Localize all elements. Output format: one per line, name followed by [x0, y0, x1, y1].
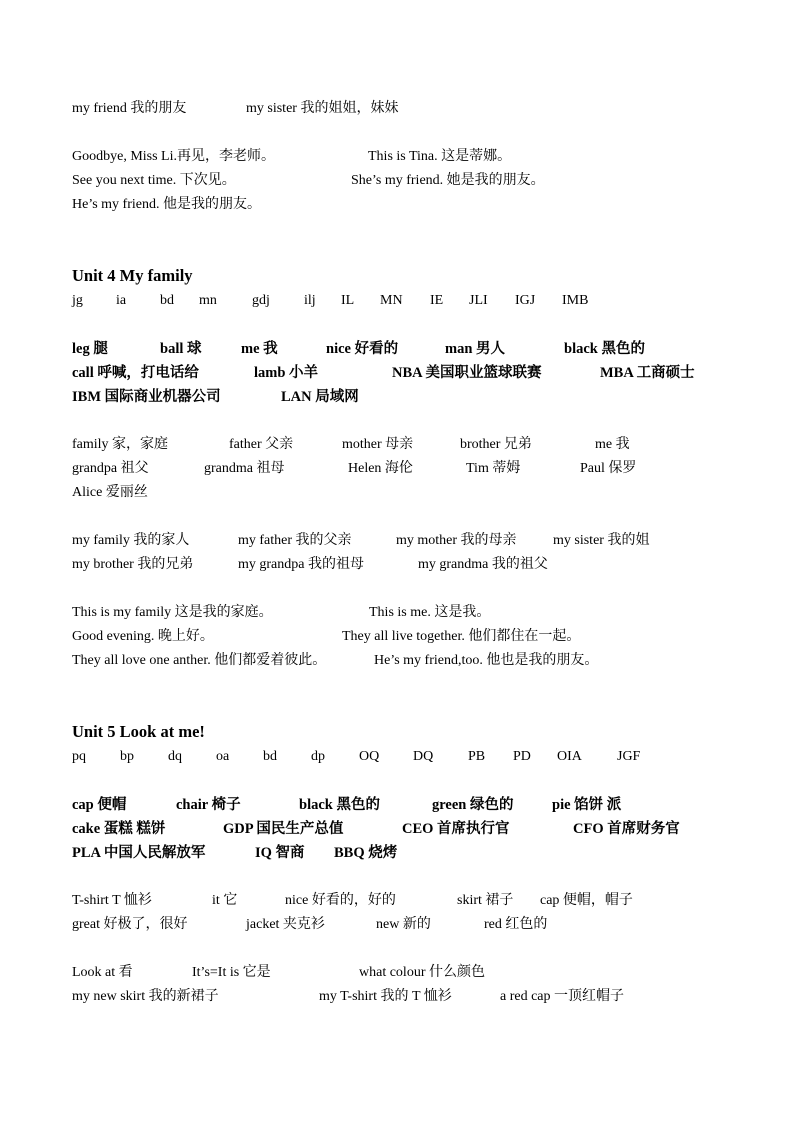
sentence: This is my family 这是我的家庭。 — [72, 605, 273, 620]
sentence: Good evening. 晚上好。 — [72, 629, 214, 644]
letters: jg — [72, 293, 83, 308]
word: grandma 祖母 — [204, 461, 285, 476]
word: nice 好看的，好的 — [285, 893, 396, 908]
letters: ilj — [304, 293, 316, 308]
letters: IGJ — [515, 293, 536, 308]
sentence: She’s my friend. 她是我的朋友。 — [351, 173, 545, 188]
vocab: leg 腿 — [72, 341, 108, 357]
sentence: See you next time. 下次见。 — [72, 173, 236, 188]
unit-title: Unit 5 Look at me! — [72, 722, 205, 741]
phrase: It’s=It is 它是 — [192, 965, 271, 980]
vocab: call 呼喊，打电话给 — [72, 365, 199, 381]
letters: bd — [263, 749, 277, 764]
vocab: black 黑色的 — [299, 797, 380, 813]
letters: gdj — [252, 293, 270, 308]
vocab: chair 椅子 — [176, 797, 241, 813]
letters: mn — [199, 293, 217, 308]
sentence: This is Tina. 这是蒂娜。 — [368, 149, 512, 164]
letters: IL — [341, 293, 355, 308]
letters: MN — [380, 293, 403, 308]
phrase: my T-shirt 我的 T 恤衫 — [319, 989, 452, 1004]
vocab: green 绿色的 — [432, 797, 514, 813]
sentence: He’s my friend. 他是我的朋友。 — [72, 197, 261, 212]
vocab: CEO 首席执行官 — [402, 821, 510, 837]
vocab: cake 蛋糕 糕饼 — [72, 821, 166, 837]
sentence: He’s my friend,too. 他也是我的朋友。 — [374, 653, 599, 668]
vocab: LAN 局域网 — [281, 389, 359, 405]
sentence: This is me. 这是我。 — [369, 605, 491, 620]
vocab: CFO 首席财务官 — [573, 821, 680, 837]
phrase: my father 我的父亲 — [238, 533, 352, 548]
word: Tim 蒂姆 — [466, 461, 521, 476]
word: grandpa 祖父 — [72, 461, 149, 476]
vocab: lamb 小羊 — [254, 365, 319, 381]
phrase: my new skirt 我的新裙子 — [72, 989, 219, 1004]
phrase: Look at 看 — [72, 965, 133, 980]
vocab: black 黑色的 — [564, 341, 645, 357]
letters: ia — [116, 293, 127, 308]
sentence: They all live together. 他们都住在一起。 — [342, 629, 581, 644]
letters: bd — [160, 293, 174, 308]
vocab: pie 馅饼 派 — [552, 797, 622, 813]
letters: PB — [468, 749, 486, 764]
letters: pq — [72, 749, 86, 764]
word: mother 母亲 — [342, 437, 414, 452]
letters: dq — [168, 749, 182, 764]
phrase: my sister 我的姐 — [553, 533, 650, 548]
vocab: BBQ 烧烤 — [334, 845, 398, 861]
word: it 它 — [212, 893, 238, 908]
unit-title: Unit 4 My family — [72, 266, 193, 285]
phrase: my sister 我的姐姐，妹妹 — [246, 101, 399, 116]
phrase: a red cap 一顶红帽子 — [500, 989, 625, 1004]
word: me 我 — [595, 437, 630, 452]
word: jacket 夹克衫 — [246, 917, 325, 932]
word: great 好极了，很好 — [72, 917, 188, 932]
vocab: NBA 美国职业篮球联赛 — [392, 365, 542, 381]
letters: JGF — [617, 749, 641, 764]
letters: IE — [430, 293, 444, 308]
vocab: cap 便帽 — [72, 797, 127, 813]
phrase: what colour 什么颜色 — [359, 965, 485, 980]
phrase: my family 我的家人 — [72, 533, 190, 548]
word: Helen 海伦 — [348, 461, 413, 476]
letters: IMB — [562, 293, 589, 308]
vocab: GDP 国民生产总值 — [223, 821, 344, 837]
letters: oa — [216, 749, 230, 764]
word: family 家，家庭 — [72, 437, 169, 452]
word: red 红色的 — [484, 917, 548, 932]
letters: JLI — [469, 293, 488, 308]
word: father 父亲 — [229, 437, 294, 452]
letters: PD — [513, 749, 531, 764]
vocab: IBM 国际商业机器公司 — [72, 389, 221, 405]
sentence: They all love one anther. 他们都爱着彼此。 — [72, 653, 327, 668]
phrase: my brother 我的兄弟 — [72, 557, 194, 572]
phrase: my mother 我的母亲 — [396, 533, 517, 548]
vocab: PLA 中国人民解放军 — [72, 845, 206, 861]
letters: OQ — [359, 749, 380, 764]
word: Paul 保罗 — [580, 461, 637, 476]
vocab: nice 好看的 — [326, 341, 399, 357]
phrase: my grandpa 我的祖母 — [238, 557, 364, 572]
word: cap 便帽，帽子 — [540, 893, 633, 908]
word: T-shirt T 恤衫 — [72, 893, 152, 908]
phrase: my friend 我的朋友 — [72, 101, 187, 116]
sentence: Goodbye, Miss Li.再见，李老师。 — [72, 149, 275, 164]
letters: bp — [120, 749, 134, 764]
vocab: me 我 — [241, 341, 278, 357]
letters: DQ — [413, 749, 434, 764]
word: skirt 裙子 — [457, 893, 514, 908]
letters: dp — [311, 749, 325, 764]
word: new 新的 — [376, 917, 431, 932]
vocab: ball 球 — [160, 341, 202, 357]
vocab: MBA 工商硕士 — [600, 365, 695, 381]
word: Alice 爱丽丝 — [72, 485, 148, 500]
letters: OIA — [557, 749, 582, 764]
vocab: man 男人 — [445, 341, 506, 357]
word: brother 兄弟 — [460, 437, 532, 452]
phrase: my grandma 我的祖父 — [418, 557, 548, 572]
vocab: IQ 智商 — [255, 845, 305, 861]
